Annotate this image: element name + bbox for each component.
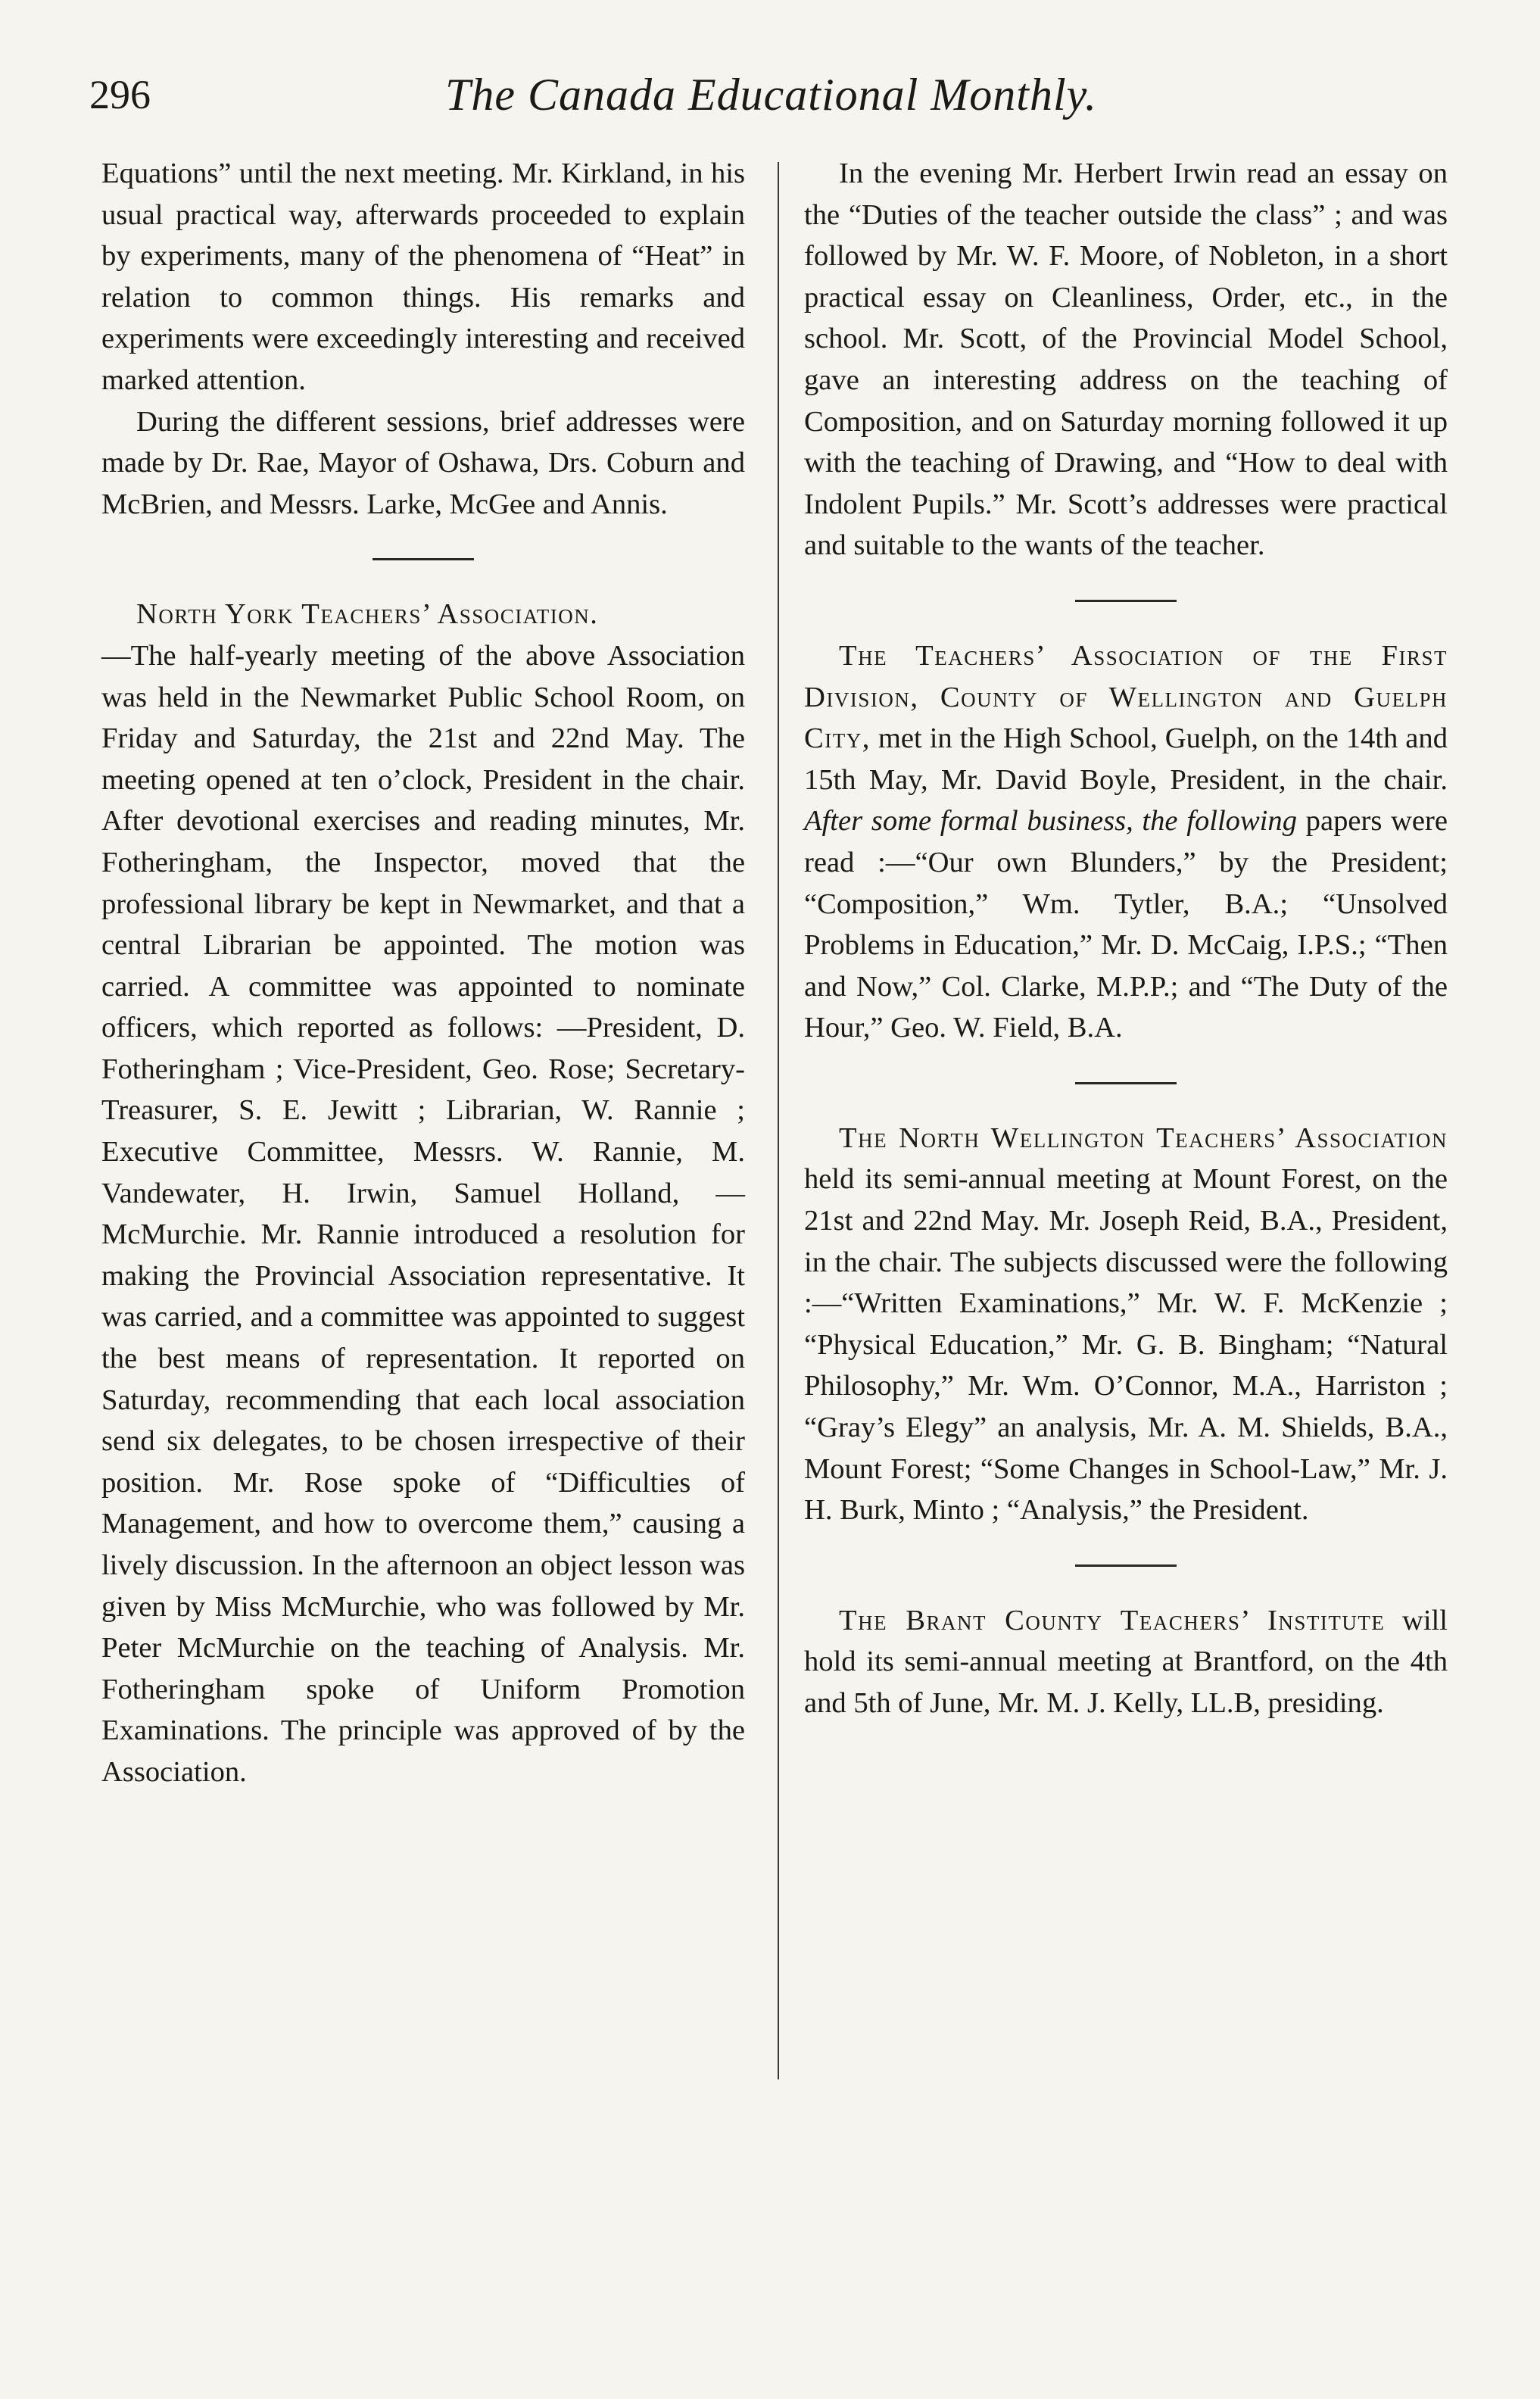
article-body: papers were read :—“Our own Blunders,” by the President; “Composition,” Wm. Tytler, B.A.; “Unsolved Problems in Education,” Mr. D. McCaig, I.P.S.; “Then and Now,” Col. Clarke, M.P.P.; and “The Duty of the Hour,” Geo. W. Field, B.A. [804, 805, 1448, 1044]
section-separator [1075, 1082, 1177, 1084]
paragraph-continuation: Equations” until the next meeting. Mr. Kirkland, in his usual practical way, afterwards proceeded to explain by experiments, many of the phenomena of “Heat” in relation to common things. His remarks and experiments were exceedingly interesting and received marked attention. [101, 158, 745, 396]
article-heading: The Teachers’ Association of the First Division, County of Wellington and Guelph City, [804, 639, 1448, 755]
article-heading: The Brant County Teachers’ Institute [839, 1604, 1386, 1636]
article-body: will hold its semi-annual meeting at Brantford, on the 4th and 5th of June, Mr. M. J. Kelly, LL.B, presiding. [804, 1604, 1448, 1719]
article-north-york [101, 594, 745, 1792]
right-column [804, 153, 1448, 1724]
paragraph-addresses: During the different sessions, brief addresses were made by Dr. Rae, Mayor of Oshawa, Drs. Coburn and McBrien, and Messrs. Larke, McGee and Annis. [101, 405, 745, 520]
section-separator [1075, 600, 1177, 602]
article-body-italic: After some formal business, the following [804, 805, 1297, 838]
page-number: 296 [89, 72, 151, 117]
article-heading: North York Teachers’ Association. [136, 598, 599, 631]
article-body: met in the High School, Guelph, on the 14th and 15th May, Mr. David Boyle, President, in the chair. [804, 722, 1448, 796]
column-divider [778, 162, 779, 2079]
article-body: —The half-yearly meeting of the above Association was held in the Newmarket Public School Room, on Friday and Saturday, the 21st and 22nd May. The meeting opened at ten o’clock, President in the chair. After devotional exercises and reading minutes, Mr. Fotheringham, the Inspector, moved that the professional library be kept in Newmarket, and that a central Librarian be appointed. The motion was carried. A committee was appointed to nominate officers, which reported as follows: —President, D. Fotheringham ; Vice-President, Geo. Rose; Secretary-Treasurer, S. E. Jewitt ; Librarian, W. Rannie ; Executive Committee, Messrs. W. Rannie, M. Vandewater, H. Irwin, Samuel Holland, — McMurchie. Mr. Rannie introduced a resolution for making the Provincial Association representative. It was carried, and a committee was appointed to suggest the best means of representation. It reported on Saturday, recommending that each local association send six delegates, to be chosen irrespective of their position. Mr. Rose spoke of “Difficulties of Management, and how to overcome them,” causing a lively discussion. In the afternoon an object lesson was given by Miss McMurchie, who was followed by Mr. Peter McMurchie on the teaching of Analysis. Mr. Fotheringham spoke of Uniform Promotion Examinations. The principle was approved of by the Association. [101, 639, 745, 1788]
section-separator [373, 558, 474, 560]
left-column [101, 153, 745, 1793]
page-header [89, 53, 1445, 136]
article-brant [804, 1600, 1448, 1724]
article-north-wellington [804, 1118, 1448, 1531]
running-title: The Canada Educational Monthly. [445, 70, 1097, 120]
article-heading: The North Wellington Teachers’ Association [839, 1122, 1448, 1154]
paragraph-evening: In the evening Mr. Herbert Irwin read an essay on the “Duties of the teacher outside the class” ; and was followed by Mr. W. F. Moore, of Nobleton, in a short practical essay on Cleanliness, Order, etc., in the school. Mr. Scott, of the Provincial Model School, gave an interesting address on the teaching of Composition, and on Saturday morning followed it up with the teaching of Drawing, and “How to deal with Indolent Pupils.” Mr. Scott’s addresses were practical and suitable to the wants of the teacher. [804, 158, 1448, 562]
article-wellington [804, 635, 1448, 1049]
section-separator [1075, 1564, 1177, 1567]
article-body: held its semi-annual meeting at Mount Forest, on the 21st and 22nd May. Mr. Joseph Reid, B.A., President, in the chair. The subjects discussed were the following :—“Written Examinations,” Mr. W. F. McKenzie ; “Physical Education,” Mr. G. B. Bingham; “Natural Philosophy,” Mr. Wm. O’Connor, M.A., Harriston ; “Gray’s Elegy” an analysis, Mr. A. M. Shields, B.A., Mount Forest; “Some Changes in School-Law,” Mr. J. H. Burk, Minto ; “Analysis,” the President. [804, 1163, 1448, 1527]
